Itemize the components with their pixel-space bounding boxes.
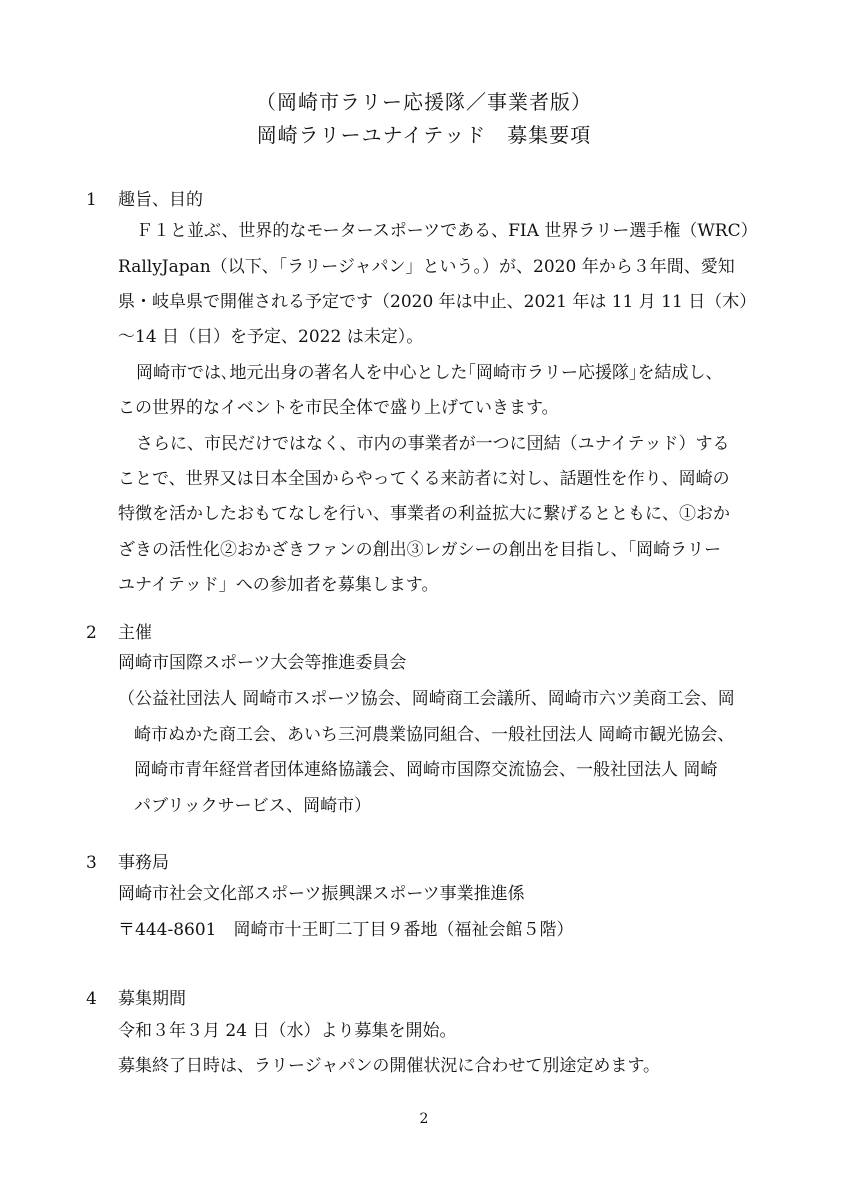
section-1-number: 1 — [86, 190, 97, 210]
section-2-line: 岡崎市国際スポーツ大会等推進委員会 — [118, 653, 407, 673]
section-4-line: 募集終了日時は、ラリージャパンの開催状況に合わせて別途定めます。 — [118, 1056, 660, 1076]
section-2-line: （公益社団法人 岡崎市スポーツ協会、岡崎商工会議所、岡崎市六ツ美商工会、岡 — [118, 689, 735, 709]
section-1-line: ことで、世界又は日本全国からやってくる来訪者に対し、話題性を作り、岡崎の — [118, 469, 730, 489]
section-3-line: 岡崎市社会文化部スポーツ振興課スポーツ事業推進係 — [118, 884, 525, 904]
section-1-line: ざきの活性化②おかざきファンの創出③レガシーの創出を目指し、「岡崎ラリー — [118, 540, 722, 560]
document-subtitle: （岡崎市ラリー応援隊／事業者版） — [256, 90, 592, 114]
section-1-line: RallyJapan（以下、「ラリージャパン」という。）が、2020 年から３年間、愛知 — [118, 257, 735, 277]
section-3-line: 〒444-8601 岡崎市十王町二丁目９番地（福祉会館５階） — [118, 920, 574, 940]
section-1-line: 県・岐阜県で開催される予定です（2020 年は中止、2021 年は 11 月 11 日（木） — [118, 292, 757, 312]
section-1-line: Ｆ１と並ぶ、世界的なモータースポーツである、FIA 世界ラリー選手権（WRC） — [136, 221, 758, 241]
section-1-line: 岡崎市では､地元出身の著名人を中心とした｢岡崎市ラリー応援隊｣を結成し、 — [136, 363, 723, 383]
section-1-line: 特徴を活かしたおもてなしを行い、事業者の利益拡大に繋げるとともに、①おか — [118, 504, 730, 524]
section-2-line: 崎市ぬかた商工会、あいち三河農業協同組合、一般社団法人 岡崎市観光協会、 — [134, 725, 735, 745]
section-4-line: 令和３年３月 24 日（水）より募集を開始。 — [118, 1021, 457, 1041]
section-1-line: この世界的なイベントを市民全体で盛り上げていきます。 — [118, 398, 559, 418]
document-title: 岡崎ラリーユナイテッド 募集要項 — [256, 123, 592, 147]
section-2-line: 岡崎市青年経営者団体連絡協議会、岡崎市国際交流協会、一般社団法人 岡崎 — [134, 760, 718, 780]
section-1-heading: 趣旨、目的 — [118, 190, 203, 210]
page-number: 2 — [419, 1111, 429, 1127]
section-1-line: ～14 日（日）を予定、2022 は未定）。 — [118, 327, 424, 347]
section-3-number: 3 — [86, 853, 97, 873]
section-1-line: さらに、市民だけではなく、市内の事業者が一つに団結（ユナイテッド）する — [136, 434, 730, 454]
section-2-line: パブリックサービス、岡崎市） — [134, 796, 372, 816]
section-1-line: ユナイテッド」への参加者を募集します。 — [118, 575, 439, 595]
section-3-heading: 事務局 — [118, 853, 169, 873]
section-2-number: 2 — [86, 623, 97, 643]
section-4-number: 4 — [86, 989, 97, 1009]
section-4-heading: 募集期間 — [118, 989, 186, 1009]
section-2-heading: 主催 — [118, 623, 152, 643]
